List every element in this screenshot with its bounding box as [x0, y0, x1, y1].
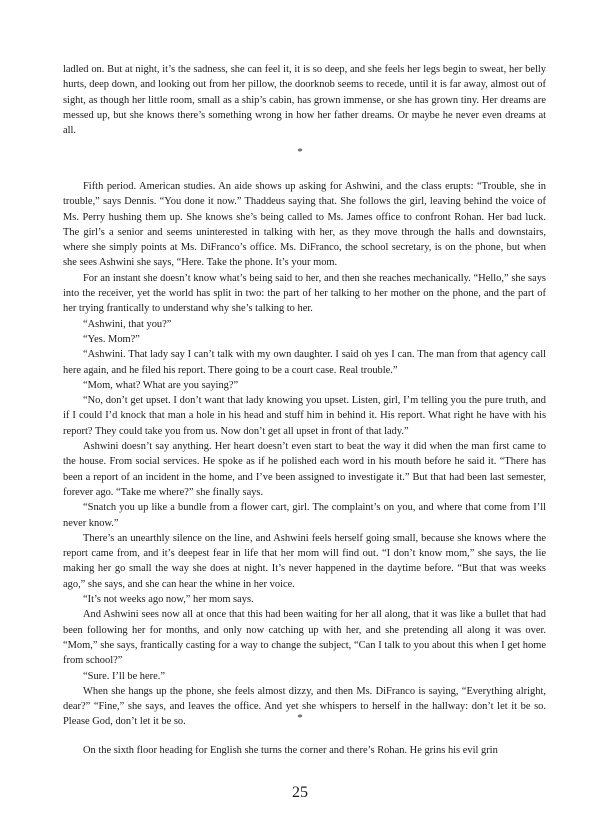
paragraph: “Sure. I’ll be here.” — [83, 670, 166, 682]
paragraph: ladled on. But at night, it’s the sadness, she can feel it, it is so deep, and she feels her legs begin to sweat, her belly hurts, deep down, and looking out from her pillow, the doorknob seems to recede, until it is far away, almost out of sight, as though her little room, small as a ship’s cabin, has grown immense, or she has grown tiny. Her dreams are messed up, but she knows there’s something wrong in how her father dreams. Or maybe he never even dreams at all. — [63, 64, 546, 137]
paragraph: “Ashwini, that you?” — [83, 318, 172, 330]
section-separator: * — [297, 712, 303, 724]
paragraph: “Ashwini. That lady say I can’t talk with my own daughter. I said oh yes I can. The man from that agency call here again, and he filed his report. There going to be a court case. Real trouble.” — [63, 349, 546, 376]
text-block-opening — [63, 62, 546, 138]
text-block-closing — [63, 743, 546, 758]
paragraph: For an instant she doesn’t know what’s being said to her, and then she reaches mechanically. “Hello,” she says into the receiver, yet the world has split in two: the part of her talking to her mother on the phone, and the part of her trying frantically to understand why she’s talking to her. — [63, 272, 546, 315]
paragraph: When she hangs up the phone, she feels almost dizzy, and then Ms. DiFranco is saying, “Everything alright, dear?” “Fine,” she says, and leaves the office. And yet she whispers to herself in the hallway: don’t let it be so. Please God, don’t let it be so. — [63, 685, 546, 728]
paragraph: There’s an unearthly silence on the line, and Ashwini feels herself going small, because she knows where the report came from, and it’s deepest fear in life that her mom will find out. “I don’t know mom,” she says, the lie making her go small the way she does at night. It’s never happened in the daytime before. “But that was weeks ago,” she says, and she can hear the whine in her voice. — [63, 532, 546, 590]
section-separator: * — [297, 146, 303, 158]
paragraph: “Yes. Mom?” — [83, 333, 140, 345]
paragraph: On the sixth floor heading for English she turns the corner and there’s Rohan. He grins his evil grin — [83, 745, 498, 756]
paragraph: “Snatch you up like a bundle from a flower cart, girl. The complaint’s on you, and where that come from I’ll never know.” — [63, 502, 546, 529]
paragraph: Fifth period. American studies. An aide shows up asking for Ashwini, and the class erupts: “Trouble, she in trouble,” says Dennis. “You done it now.” Thaddeus saying that. She follows the girl, leaving behind the voice of Ms. Perry hushing them up. She knows she’s being called to Ms. James office to confront Rohan. Her bad luck. The girl’s a senior and seems uninterested in talking with her, as they move through the halls and downstairs, where she simply points at Ms. DiFranco’s office. Ms. DiFranco, the school secretary, is on the phone, but when she sees Ashwini she says, “Here. Take the phone. It’s your mom. — [63, 181, 546, 269]
paragraph: “No, don’t get upset. I don’t want that lady knowing you upset. Listen, girl, I’m telling you the pure truth, and if I could I’d knock that man a hole in his head and stuff him in behind it. His report. What right he have with his report? They could take you from us. Now don’t get all upset in front of that lady.” — [63, 395, 546, 437]
text-block-main — [63, 179, 546, 730]
paragraph: “It’s not weeks ago now,” her mom says. — [83, 594, 254, 606]
paragraph: And Ashwini sees now all at once that this had been waiting for her all along, that it was like a bullet that had been following her for months, and only now catching up with her, and she pretending all along it was over. “Mom,” she says, frantically casting for a way to change the subject, “Can I talk to you about this when I get home from school?” — [63, 609, 546, 667]
paragraph: “Mom, what? What are you saying?” — [83, 379, 239, 391]
paragraph: Ashwini doesn’t say anything. Her heart doesn’t even start to beat the way it did when the man first came to the house. From social services. He spoke as if he polished each word in his mouth before he said it. “There has been a report of an incident in the home, and I’ve been assigned to investigate it.” But that had been last semester, forever ago. “Take me where?” she finally says. — [63, 441, 546, 498]
page-number: 25 — [292, 784, 308, 801]
